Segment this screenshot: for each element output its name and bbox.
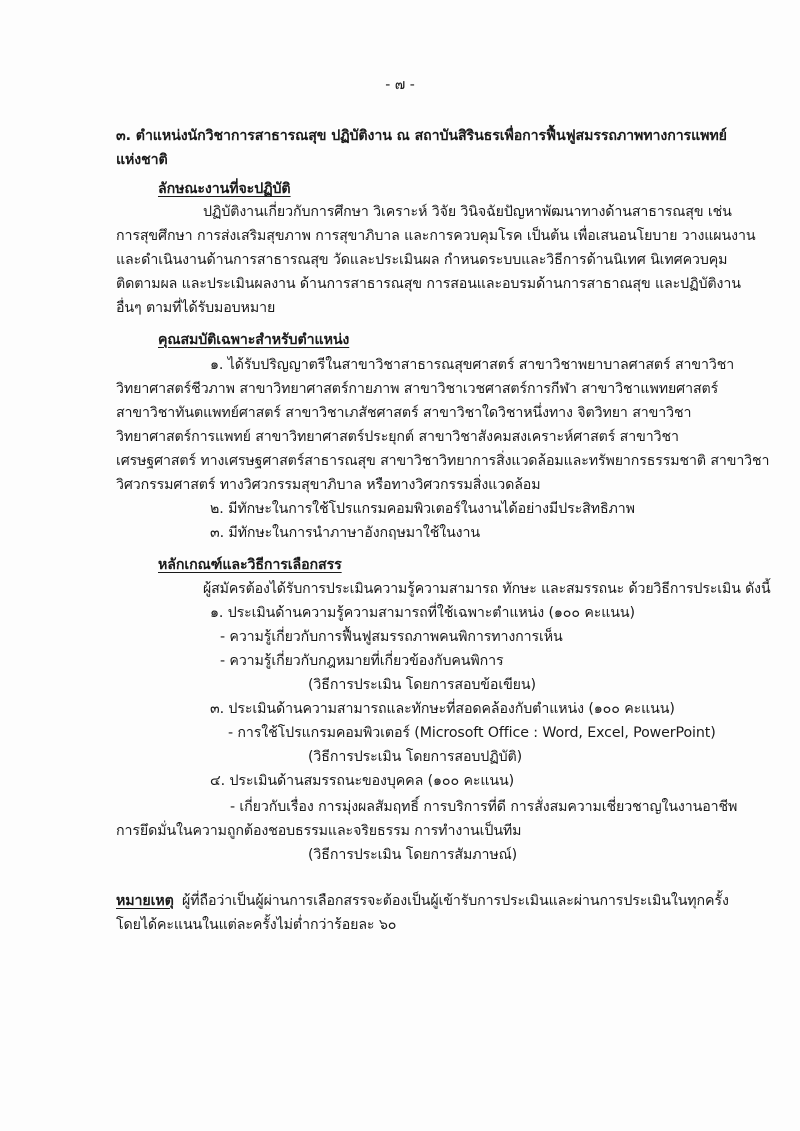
selection-line: (วิธีการประเมิน โดยการสัมภาษณ์)	[308, 847, 518, 863]
qualification-line: วิทยาศาสตร์การแพทย์ สาขาวิทยาศาสตร์ประยุกต์ สาขาวิชาสังคมสงเคราะห์ศาสตร์ สาขาวิชา	[116, 429, 679, 445]
selection-line: (วิธีการประเมิน โดยการสอบข้อเขียน)	[308, 677, 536, 693]
selection-line: - ความรู้เกี่ยวกับการฟื้นฟูสมรรถภาพคนพิการทางการเห็น	[220, 629, 563, 645]
selection-line: (วิธีการประเมิน โดยการสอบปฏิบัติ)	[308, 749, 523, 765]
selection-line: การยึดมั่นในความถูกต้องชอบธรรมและจริยธรรม การทำงานเป็นทีม	[116, 823, 522, 839]
selection-line: ผู้สมัครต้องได้รับการประเมินความรู้ความสามารถ ทักษะ และสมรรถนะ ด้วยวิธีการประเมิน ดังนี้	[203, 581, 771, 597]
job-description-line: อื่นๆ ตามที่ได้รับมอบหมาย	[116, 300, 276, 316]
job-description-line: การสุขศึกษา การส่งเสริมสุขภาพ การสุขาภิบาล และการควบคุมโรค เป็นต้น เพื่อเสนอนโยบาย วางแผนงาน	[116, 228, 756, 244]
qualification-line: วิทยาศาสตร์ชีวภาพ สาขาวิทยาศาสตร์กายภาพ สาขาวิชาเวชศาสตร์การกีฬา สาขาวิชาแพทยศาสตร์	[116, 381, 719, 397]
position-heading-line1: ๓. ตำแหน่งนักวิชาการสาธารณสุข ปฏิบัติงาน ณ สถาบันสิรินธรเพื่อการฟื้นฟูสมรรถภาพทางการแพทย์	[116, 128, 727, 144]
note-line: โดยได้คะแนนในแต่ละครั้งไม่ต่ำกว่าร้อยละ ๖๐	[116, 917, 397, 933]
selection-line: ๔. ประเมินด้านสมรรถนะของบุคคล (๑๐๐ คะแนน)	[210, 773, 515, 789]
note-line: ผู้ที่ถือว่าเป็นผู้ผ่านการเลือกสรรจะต้องเป็นผู้เข้ารับการประเมินและผ่านการประเมินในทุกครั้ง	[182, 893, 729, 909]
qualification-line: ๓. มีทักษะในการนำภาษาอังกฤษมาใช้ในงาน	[210, 525, 480, 541]
selection-line: - ความรู้เกี่ยวกับกฎหมายที่เกี่ยวข้องกับคนพิการ	[220, 653, 504, 669]
job-description-line: ปฏิบัติงานเกี่ยวกับการศึกษา วิเคราะห์ วิจัย วินิจฉัยปัญหาพัฒนาทางด้านสาธารณสุข เช่น	[203, 204, 732, 220]
selection-line: - การใช้โปรแกรมคอมพิวเตอร์ (Microsoft Office : Word, Excel, PowerPoint)	[228, 725, 716, 741]
qualification-line: สาขาวิชาทันตแพทย์ศาสตร์ สาขาวิชาเภสัชศาสตร์ สาขาวิชาใดวิชาหนึ่งทาง จิตวิทยา สาขาวิชา	[116, 405, 692, 421]
selection-title: หลักเกณฑ์และวิธีการเลือกสรร	[158, 557, 342, 573]
qualification-line: วิศวกรรมศาสตร์ ทางวิศวกรรมสุขาภิบาล หรือทางวิศวกรรมสิ่งแวดล้อม	[116, 477, 541, 493]
qualification-line: ๒. มีทักษะในการใช้โปรแกรมคอมพิวเตอร์ในงานได้อย่างมีประสิทธิภาพ	[210, 501, 635, 517]
qualification-line: ๑. ได้รับปริญญาตรีในสาขาวิชาสาธารณสุขศาสตร์ สาขาวิชาพยาบาลศาสตร์ สาขาวิชา	[210, 357, 735, 373]
job-description-line: และดำเนินงานด้านการสาธารณสุข วัดและประเมินผล กำหนดระบบและวิธีการด้านนิเทศ นิเทศควบคุม	[116, 252, 728, 268]
page-number: - ๗ -	[385, 77, 415, 93]
selection-line: - เกี่ยวกับเรื่อง การมุ่งผลสัมฤทธิ์ การบริการที่ดี การสั่งสมความเชี่ยวชาญในงานอาชีพ	[230, 799, 738, 815]
selection-line: ๑. ประเมินด้านความรู้ความสามารถที่ใช้เฉพาะตำแหน่ง (๑๐๐ คะแนน)	[210, 605, 635, 621]
job-description-line: ติดตามผล และประเมินผลงาน ด้านการสาธารณสุข การสอนและอบรมด้านการสาธาณสุข และปฏิบัติงาน	[116, 276, 741, 292]
note-label: หมายเหตุ	[116, 893, 174, 909]
selection-line: ๓. ประเมินด้านความสามารถและทักษะที่สอดคล้องกับตำแหน่ง (๑๐๐ คะแนน)	[210, 701, 675, 717]
qualification-line: เศรษฐศาสตร์ ทางเศรษฐศาสตร์สาธารณสุข สาขาวิชาวิทยาการสิ่งแวดล้อมและทรัพยากรธรรมชาติ สาขาวิชา	[116, 453, 770, 469]
position-heading-line2: แห่งชาติ	[116, 152, 168, 168]
qualifications-title: คุณสมบัติเฉพาะสำหรับตำแหน่ง	[158, 332, 350, 348]
job-description-title: ลักษณะงานที่จะปฏิบัติ	[158, 181, 291, 197]
